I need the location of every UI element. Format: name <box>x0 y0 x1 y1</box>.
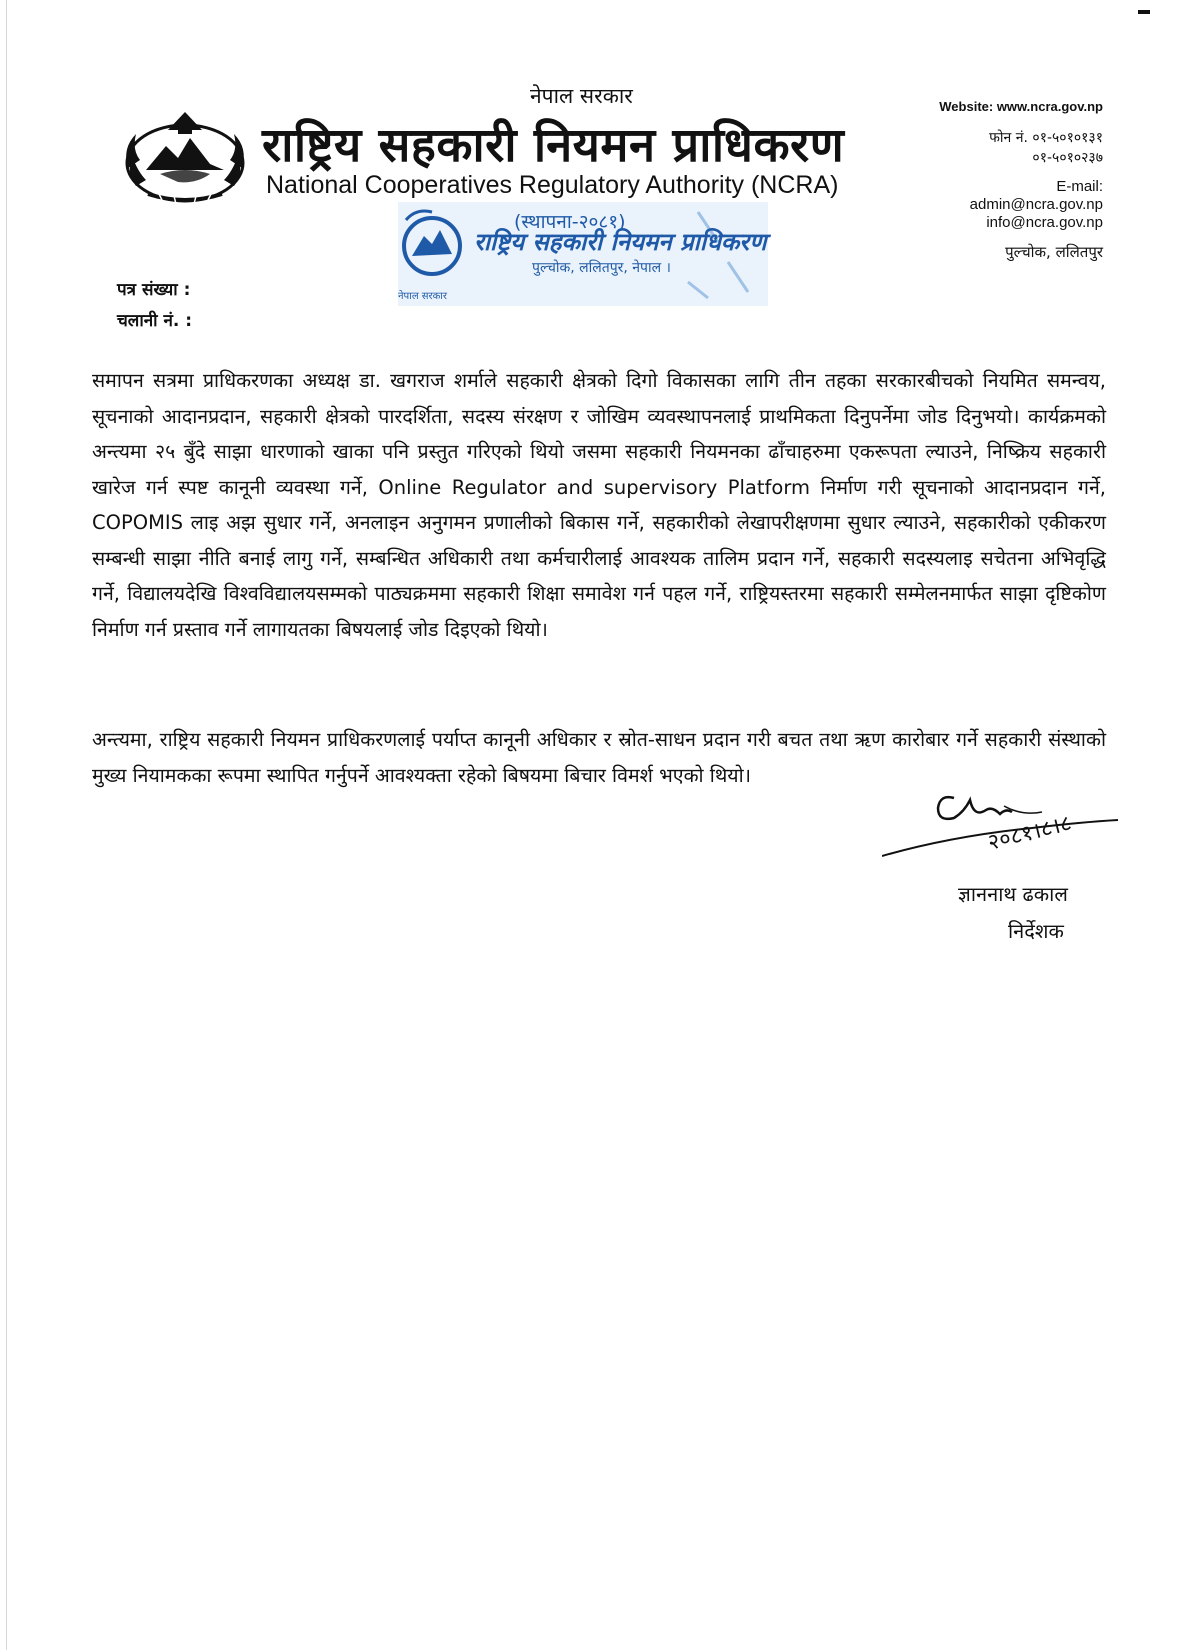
office-address: पुल्चोक, ललितपुर <box>1005 243 1103 261</box>
government-label: नेपाल सरकार <box>530 84 633 108</box>
signatory-title: निर्देशक <box>1008 919 1064 943</box>
org-name-nepali: राष्ट्रिय सहकारी नियमन प्राधिकरण <box>262 118 845 173</box>
scan-mark <box>1138 10 1150 14</box>
stamp-government: नेपाल सरकार <box>398 291 447 302</box>
phone-number-1: फोन नं. ०१-५०१०१३१ <box>989 130 1103 146</box>
phone-number-2: ०१-५०१०२३७ <box>1032 150 1103 166</box>
email-address-2: info@ncra.gov.np <box>986 214 1103 231</box>
website: Website: www.ncra.gov.np <box>939 99 1103 114</box>
letter-number-label: पत्र संख्या : <box>117 280 191 300</box>
page-edge <box>6 0 7 1650</box>
org-name-english: National Cooperatives Regulatory Authority (NCRA) <box>266 171 839 199</box>
stamp-established: (स्थापना-२०८१) <box>514 211 626 233</box>
dispatch-number-label: चलानी नं. : <box>117 311 193 331</box>
signatory-name: ज्ञाननाथ ढकाल <box>958 882 1068 906</box>
stamp-address: पुल्चोक, ललितपुर, नेपाल । <box>532 260 671 276</box>
body-paragraph-2: अन्त्यमा, राष्ट्रिय सहकारी नियमन प्राधिकरणलाई पर्याप्त कानूनी अधिकार र स्रोत-साधन प्रदान गरी बचत तथा ऋण कारोबार गर्ने सहकारी संस्थाको मुख्य नियामकका रूपमा स्थापित गर्नुपर्ने आवश्यक्ता रहेको बिषयमा बिचार विमर्श भएको थियो। <box>92 728 1106 787</box>
email-label: E-mail: <box>1056 178 1103 195</box>
nepal-emblem-icon <box>118 108 253 208</box>
body-paragraph-1: समापन सत्रमा प्राधिकरणका अध्यक्ष डा. खगराज शर्माले सहकारी क्षेत्रको दिगो विकासका लागि तीन तहका सरकारबीचको नियमित समन्वय, सूचनाको आदानप्रदान, सहकारी क्षेत्रको पारदर्शिता, सदस्य संरक्षण र जोखिम व्यवस्थापनलाई प्राथमिकता दिनुपर्नेमा जोड दिनुभयो। कार्यक्रमको अन्त्यमा २५ बुँदे साझा धारणाको खाका पनि प्रस्तुत गरिएको थियो जसमा सहकारी नियमनका ढाँचाहरुमा एकरूपता ल्याउने, निष्क्रिय सहकारी खारेज गर्न स्पष्ट कानूनी व्यवस्था गर्ने, Online Regulator and supervisory Platform निर्माण गरी सूचनाको आदानप्रदान गर्ने, COPOMIS लाइ अझ सुधार गर्ने, अनलाइन अनुगमन प्रणालीको बिकास गर्ने, सहकारीको लेखापरीक्षणमा सुधार ल्याउने, सहकारीको एकीकरण सम्बन्धी साझा नीति बनाई लागु गर्ने, सम्बन्धित अधिकारी तथा कर्मचारीलाई आवश्यक तालिम प्रदान गर्ने, सहकारी सदस्यलाइ सचेतना अभिवृद्धि गर्ने, विद्यालयदेखि विश्वविद्यालयसम्मको पाठ्यक्रममा सहकारी शिक्षा समावेश गर्न पहल गर्ने, राष्ट्रियस्तरमा सहकारी सम्मेलनमार्फत साझा दृष्टिकोण निर्माण गर्न प्रस्ताव गर्ने लागायतका बिषयलाई जोड दिइएको थियो। <box>92 369 1106 641</box>
stamp-org-name: राष्ट्रिय सहकारी नियमन प्राधिकरण <box>474 228 767 256</box>
svg-text:२०८१।८।८: २०८१।८।८ <box>985 810 1075 856</box>
email-address-1: admin@ncra.gov.np <box>969 196 1103 213</box>
